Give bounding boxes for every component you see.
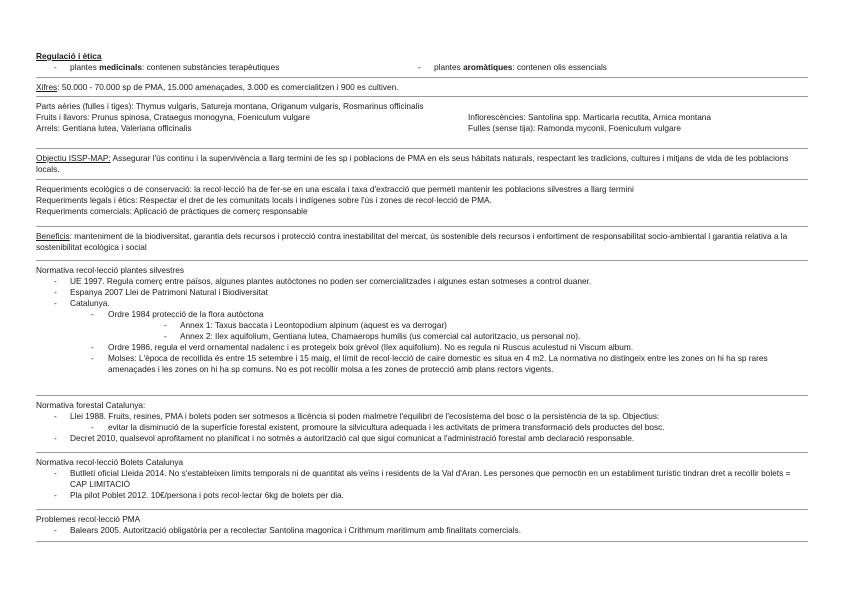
fruits-line: Fruits i llavors: Prunus spinosa, Crataegus monogyna, Foeniculum vulgare [36, 112, 310, 122]
section-objectiu [36, 153, 808, 175]
list-item-annex2: - Annex 2: Ilex aquifolium, Gentiana lutea, Chamaerops humilis (us comercial cal autoritzacio, us personal no). [36, 331, 808, 342]
req-ecologics: Requeriments ecològics o de conservació: la recol·lecció ha de fer-se en una escala i taxa d'extracció que permeti mantenir les poblacions silvestres a llarg termini [36, 184, 634, 194]
list-item-evitar: - evitar la disminució de la superfície forestal existent, promoure la silvicultura adequada i les activitats de primera transformació dels productes del bosc. [36, 422, 808, 433]
list-item-balears: - Balears 2005. Autorització obligatòria per a recolectar Santolina magonica i Crithmum maritimum amb finalitats comercials. [36, 525, 808, 536]
section-title-normativa-forestal: Normativa forestal Catalunya: [36, 400, 146, 410]
divider [36, 148, 808, 149]
list-item-butlleti: - Butlletí oficial Lleida 2014. No s'estableixen límits temporals ni de quantitat als veïns i residents de la Val d'Aran. Les persones que pernoctin en un establiment turístic tindran dret a recollir bolets = CAP LIMITACIÓ [36, 468, 808, 490]
list-item-catalunya: - Catalunya. [36, 298, 808, 309]
section-regulacio [36, 51, 808, 73]
section-problemes [36, 514, 808, 536]
section-normativa-plantes [36, 265, 808, 375]
list-item-ue: - UE 1997. Regula comerç entre països, algunes plantes autòctones no poden ser comercialitzades i algunes estan sotmeses a control duaner. [36, 276, 808, 287]
list-item-molses: - Molses: L'època de recollida és entre 15 setembre i 15 maig, el límit de recol·lecció de caire domestic es situa en 4 m2. La normativa no distingeix entre les zones on hi ha sp rares amenaçades i les zones on hi ha sp comuns. No es pot recollir molsa a les zones de protecció amb plans rectors vigents. [36, 353, 808, 375]
divider [36, 260, 808, 261]
arrels-line: Arrels: Gentiana lutea, Valeriana officinalis [36, 123, 192, 133]
divider [36, 96, 808, 97]
divider [36, 541, 808, 542]
text-beneficis: : manteniment de la biodiversitat, garantia dels recursos i protecció contra inestabilitat del mercat, ús sostenible dels recursos i enfortiment de responsabilitat socio-ambiental i garantia relativa a la sostenibilitat ecològica i social [36, 231, 788, 252]
divider [36, 395, 808, 396]
divider [36, 452, 808, 453]
list-item-annex1: - Annex 1: Taxus baccata i Leontopodium alpinum (aquest es va derrogar) [36, 320, 808, 331]
list-item-ordre1986: - Ordre 1986, regula el verd ornamental nadalenc i es protegeix boix grèvol (Ilex aquifolium). No es regula ni Ruscus aculestud ni Viscum album. [36, 342, 808, 353]
section-title-normativa-plantes: Normativa recol·lecció plantes silvestres [36, 265, 185, 275]
inflorescencies-line: Inflorescències: Santolina spp. Marticaria recutita, Arnica montana [468, 112, 712, 122]
list-item-pla-poblet: - Pla pilot Poblet 2012. 10€/persona i pots recol·lectar 6kg de bolets per dia. [36, 490, 808, 501]
list-item-ordre1984: - Ordre 1984 protecció de la flora autòctona [36, 309, 808, 320]
section-beneficis [36, 231, 808, 253]
parts-row-2 [36, 112, 808, 123]
section-normativa-bolets [36, 457, 808, 501]
section-title-problemes: Problemes recol·lecció PMA [36, 514, 141, 524]
divider [36, 179, 808, 180]
req-legals: Requeriments legals i ètics: Respectar el dret de les comunitats locals i indígenes sobre l'ús i zones de recol·lecció de PMA. [36, 195, 492, 205]
section-title-normativa-bolets: Normativa recol·lecció Bolets Catalunya [36, 457, 184, 467]
divider [36, 77, 808, 78]
list-item-medicinals: - plantes medicinals: contenen substàncies terapèutiques [36, 62, 808, 73]
text-xifres: : 50.000 - 70.000 sp de PMA, 15.000 amenaçades, 3.000 es comercialitzen i 900 es cultiven. [57, 82, 399, 92]
divider [36, 509, 808, 510]
divider [36, 226, 808, 227]
req-comercials: Requeriments comercials: Aplicació de pràctiques de comerç responsable [36, 206, 308, 216]
list-item-decret2010: - Decret 2010, qualsevol aprofitament no planificat i no sotmès a autorització cal que sigui comunicat a l'administració forestal amb declaració responsable. [36, 433, 808, 444]
label-beneficis: Beneficis [36, 231, 70, 241]
list-item-espanya: - Espanya 2007 Llei de Patrimoni Natural i Biodiversitat [36, 287, 808, 298]
label-xifres: Xifres [36, 82, 58, 92]
section-parts [36, 101, 808, 134]
list-item-aromatiques: - plantes aromàtiques: contenen olis essencials [400, 62, 607, 73]
section-normativa-forestal [36, 400, 808, 444]
parts-aeries-line: Parts aèries (fulles i tiges): Thymus vulgaris, Satureja montana, Origanum vulgaris, Rosmarinus officinalis [36, 101, 424, 111]
section-requeriments [36, 184, 808, 217]
section-xifres [36, 82, 808, 93]
label-objectiu: Objectiu ISSP-MAP: [36, 153, 111, 163]
list-item-llei1988: - Llei 1988. Fruits, resines, PMA i bolets poden ser sotmesos a llicència si poden malmetre l'equilibri de l'ecosistema del bosc o la persistència de la sp. Objectius: [36, 411, 808, 422]
section-title-regulacio: Regulació i ètica [36, 51, 102, 61]
parts-row-3 [36, 123, 808, 134]
fulles-line: Fulles (sense tija): Ramonda myconii, Foeniculum vulgare [468, 123, 682, 133]
text-objectiu: Assegurar l'ús continu i la supervivència a llarg termini de les sp i poblacions de PMA en els seus hàbitats naturals, respectant les tradicions, cultures i mitjans de vida de les poblacions locals. [36, 153, 789, 174]
plant-types-row [36, 62, 808, 73]
